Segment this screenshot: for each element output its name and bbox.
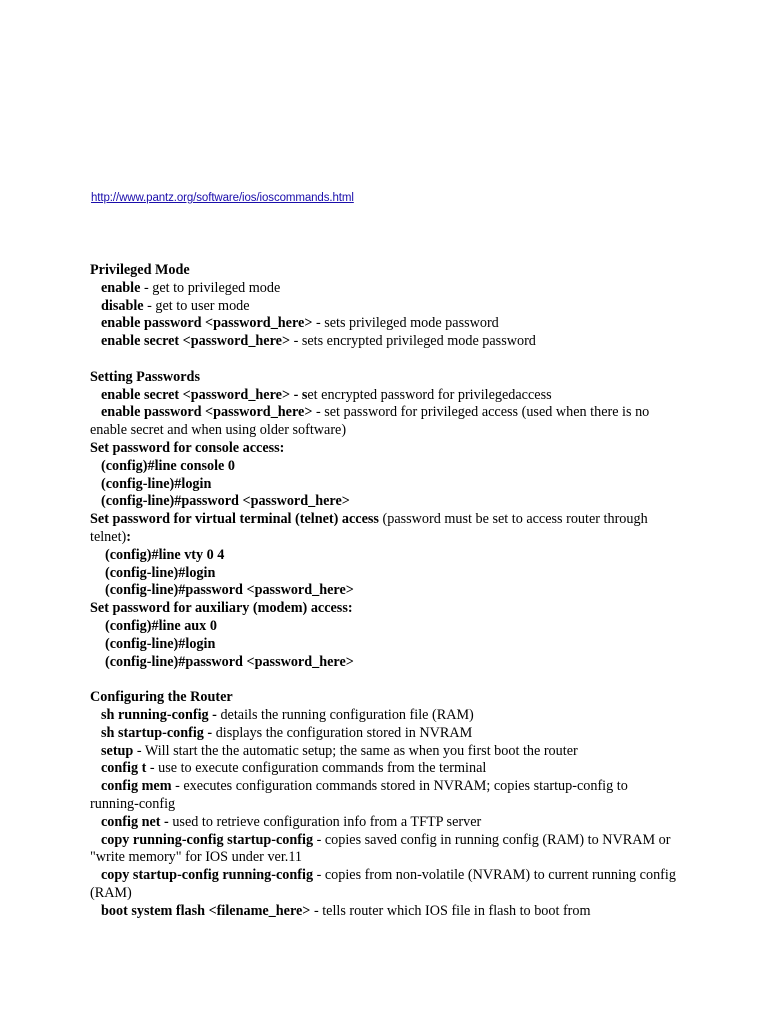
command-description: et encrypted password for privilegedaccess	[307, 386, 552, 403]
command-line	[90, 387, 680, 405]
command-line	[90, 760, 680, 778]
command-line	[90, 778, 680, 814]
config-line: (config)#line aux 0	[105, 617, 217, 634]
command-line	[90, 280, 680, 298]
command-description: - executes configuration commands stored in NVRAM; copies startup-config to running-config	[90, 778, 628, 812]
command-description: displays the configuration stored in NVRAM	[215, 724, 473, 741]
command-name: enable	[101, 279, 141, 296]
subsection-heading-console: Set password for console access:	[90, 439, 285, 456]
command-description: - get to user mode	[143, 297, 250, 314]
config-line: (config-line)#login	[105, 635, 216, 652]
command-line	[90, 707, 680, 725]
section-heading: Configuring the Router	[90, 689, 233, 706]
command-description: details the running configuration file (RAM)	[220, 706, 474, 723]
command-name: enable secret <password_here> - s	[101, 386, 308, 403]
config-line: (config-line)#password <password_here>	[105, 582, 354, 599]
source-url-link[interactable]: http://www.pantz.org/software/ios/ioscommands.html	[91, 192, 354, 204]
command-description: - copies from non-volatile (NVRAM) to current running config (RAM)	[90, 867, 676, 901]
command-line	[90, 814, 680, 832]
section-privileged-mode	[90, 262, 680, 351]
command-description: - sets encrypted privileged mode password	[290, 333, 536, 350]
section-heading: Privileged Mode	[90, 262, 190, 278]
command-line	[90, 298, 680, 316]
config-line: (config-line)#login	[105, 564, 216, 581]
command-line	[90, 832, 680, 868]
command-line	[90, 725, 680, 743]
command-line	[90, 315, 680, 333]
config-line: (config)#line vty 0 4	[105, 546, 225, 563]
command-description: - sets privileged mode password	[312, 315, 499, 332]
command-name: sh running-config -	[101, 706, 221, 723]
subsection-heading-aux: Set password for auxiliary (modem) access:	[90, 600, 353, 617]
command-name: config mem	[101, 778, 172, 795]
command-line	[90, 903, 680, 921]
command-name: boot system flash <filename_here>	[101, 902, 311, 919]
subsection-colon: :	[126, 528, 131, 545]
spacer	[90, 351, 680, 369]
subsection-note: (password must be set to access router through telnet)	[90, 511, 648, 545]
subsection-heading-vty	[90, 511, 680, 547]
command-description: - tells router which IOS file in flash to boot from	[310, 902, 591, 919]
command-description: - copies saved config in running config (RAM) to NVRAM or "write memory" for IOS under ver.11	[90, 831, 671, 866]
spacer	[90, 671, 680, 689]
command-description: - Will start the the automatic setup; the same as when you first boot the router	[133, 742, 578, 759]
command-name: config net -	[101, 813, 173, 830]
section-setting-passwords	[90, 369, 680, 672]
section-configuring-router	[90, 689, 680, 920]
command-name: setup	[101, 742, 134, 759]
command-description: - get to privileged mode	[140, 279, 281, 296]
subsection-heading-text: Set password for virtual terminal (telnet) access	[90, 511, 379, 528]
command-name: sh startup-config -	[101, 724, 216, 741]
config-line: (config-line)#login	[101, 475, 212, 492]
command-name: enable password <password_here>	[101, 315, 313, 332]
command-description: - set password for privileged access (used when there is no enable secret and when using older software)	[90, 404, 650, 439]
config-line: (config-line)#password <password_here>	[105, 653, 354, 670]
command-name: copy startup-config running-config	[101, 867, 314, 884]
command-description: - use to execute configuration commands from the terminal	[146, 760, 487, 777]
command-line	[90, 333, 680, 351]
command-line	[90, 404, 680, 440]
command-description: used to retrieve configuration info from a TFTP server	[172, 813, 482, 830]
command-name: enable secret <password_here>	[101, 333, 291, 350]
command-name: copy running-config startup-config	[101, 831, 314, 848]
document-body	[90, 262, 680, 920]
command-line	[90, 743, 680, 761]
config-line: (config-line)#password <password_here>	[101, 493, 350, 510]
command-name: enable password <password_here>	[101, 404, 313, 421]
command-name: config t	[101, 760, 147, 777]
section-heading: Setting Passwords	[90, 368, 200, 385]
config-line: (config)#line console 0	[101, 457, 235, 474]
command-name: disable	[101, 297, 144, 314]
command-line	[90, 867, 680, 903]
